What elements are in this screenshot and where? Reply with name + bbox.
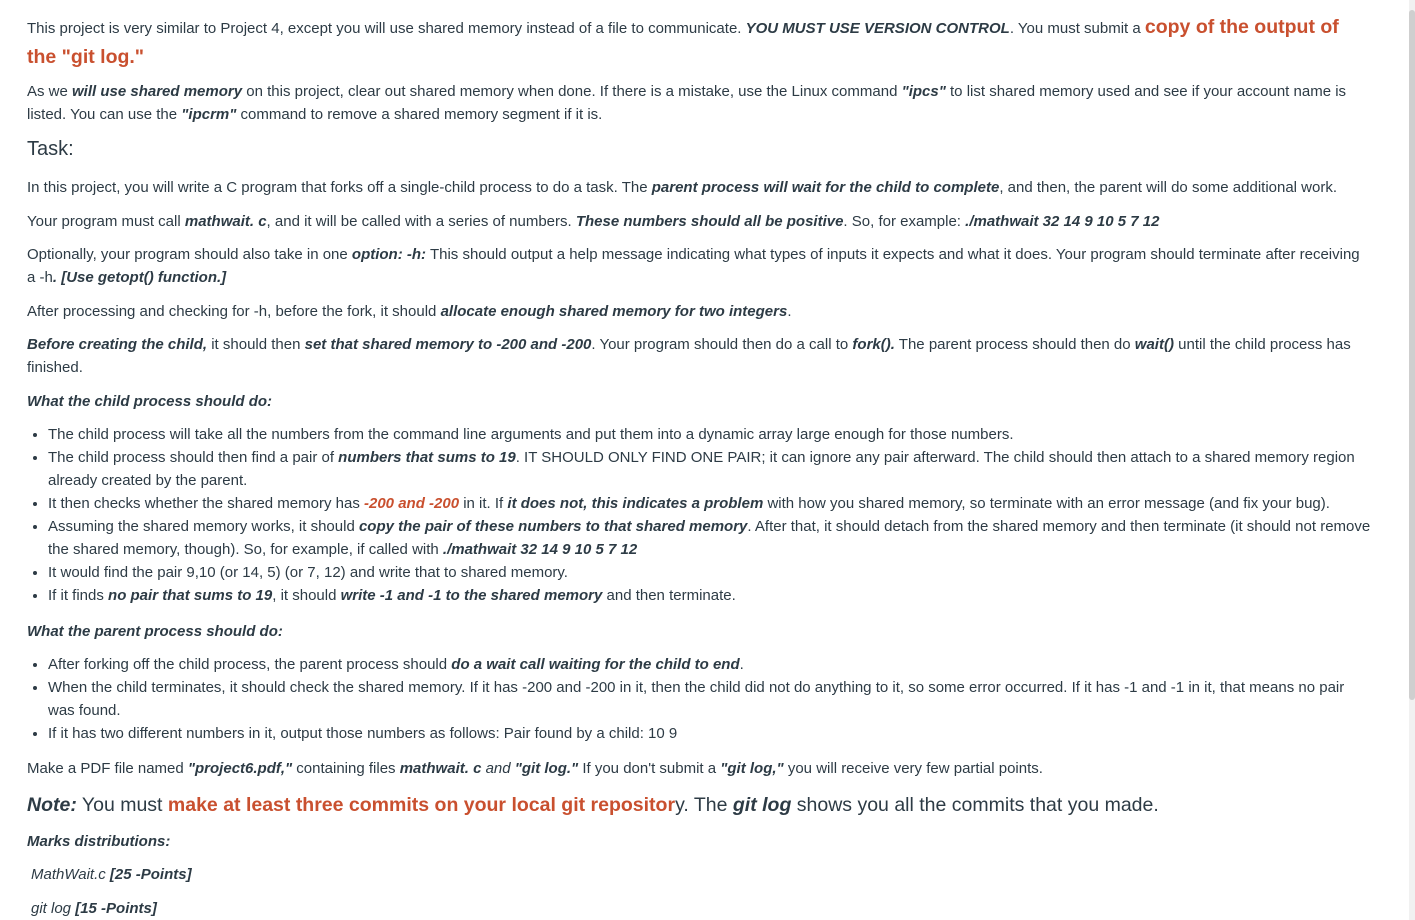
bc-text-4: until the child process has finished. [27,336,1351,376]
marks-item-gitlog [31,897,157,920]
sub-text-2: containing files [292,760,400,777]
marks-name: MathWait.c [31,866,106,883]
child-item-6e: and then terminate. [602,587,736,604]
note-paragraph [27,792,1372,818]
list-item [48,561,1372,584]
child-item-2c: . IT SHOULD ONLY FIND ONE PAIR; it can ignore any pair afterward. The child should then attach to a shared memory region already created by the parent. [48,449,1355,489]
child-item-3a: It then checks whether the shared memory has [48,495,364,512]
git-log-file: "git log." [514,760,579,777]
marks-item-mathwait [31,863,192,886]
call-text-3: . So, for example: [843,213,966,230]
task-text-2: , and then, the parent will do some additional work. [999,179,1338,196]
minus-200-highlight: -200 and -200 [364,495,460,512]
allocate-text-1: After processing and checking for -h, before the fork, it should [27,303,441,320]
task-text-1: In this project, you will write a C program that forks off a single-child process to do a task. The [27,179,652,196]
allocate-text-2: . [787,303,792,320]
list-item [48,653,1372,676]
sm-text-3: to list shared memory used and see if your account name is listed. You can use the [27,83,1347,123]
no-pair-emphasis: no pair that sums to 19 [108,587,273,604]
note-label: Note: [27,794,77,816]
before-child-paragraph [27,333,1372,379]
child-item-5: It would find the pair 9,10 (or 14, 5) (or 7, 12) and write that to shared memory. [48,564,568,581]
list-item [48,722,1372,745]
parent-heading: What the parent process should do: [27,623,283,640]
child-heading: What the child process should do: [27,393,273,410]
list-item [48,446,1372,492]
sub-text-3: If you don't submit a [578,760,721,777]
intro-text-2: . You must submit a [1009,20,1145,37]
child-task-list [27,423,1372,607]
marks-heading: Marks distributions: [27,833,171,850]
getopt-emphasis: . [Use getopt() function.] [52,269,227,286]
sm-emphasis: will use shared memory [72,83,243,100]
child-item-1: The child process will take all the numbers from the command line arguments and put them into a dynamic array large enough for those numbers. [48,426,1014,443]
set-memory-emphasis: set that shared memory to -200 and -200 [304,336,592,353]
marks-points: [15 -Points] [71,900,157,917]
mathwait-filename: mathwait. c [184,213,267,230]
wait-call: wait() [1134,336,1174,353]
example-command: ./mathwait 32 14 9 10 5 7 12 [965,213,1160,230]
list-item [48,492,1372,515]
vertical-scrollbar[interactable] [1409,0,1415,920]
note-text-3: shows you all the commits that you made. [791,794,1159,816]
allocate-paragraph [27,300,1372,323]
parent-item-2: When the child terminates, it should check the shared memory. If it has -200 and -200 in it, then the child did not do anything to it, so some error occurred. If it has -1 and -1 in it, that means no pair was found. [48,679,1345,719]
shared-memory-paragraph [27,80,1372,126]
ipcrm-command: "ipcrm" [181,106,237,123]
sm-text-1: As we [27,83,73,100]
positive-emphasis: These numbers should all be positive [575,213,844,230]
list-item [48,584,1372,607]
note-text-1: You must [76,794,168,816]
sums-19-emphasis: numbers that sums to 19 [338,449,516,466]
intro-text: This project is very similar to Project 4, except you will use shared memory instead of a file to communicate. [27,20,746,37]
note-text-2: y. The [675,794,733,816]
parent-item-1c: . [739,656,744,673]
mathwait-file: mathwait. c [399,760,482,777]
task-heading: Task: [27,138,74,160]
version-control-emphasis: YOU MUST USE VERSION CONTROL [745,20,1010,37]
intro-paragraph [27,13,1372,73]
allocate-emphasis: allocate enough shared memory for two integers [440,303,788,320]
problem-emphasis: it does not, this indicates a problem [507,495,764,512]
option-paragraph [27,243,1372,289]
call-text-2: , and it will be called with a series of numbers. [266,213,576,230]
git-log-label: git log [732,794,792,816]
fork-call: fork(). [852,336,895,353]
bc-text-1: it should then [207,336,305,353]
submission-paragraph [27,757,1372,780]
child-item-6c: , it should [272,587,341,604]
commits-highlight: make at least three commits on your local git repositor [167,794,676,816]
marks-name: git log [31,900,72,917]
wait-child-emphasis: do a wait call waiting for the child to end [451,656,740,673]
example-command-2: ./mathwait 32 14 9 10 5 7 12 [442,541,638,558]
sub-text-1: Make a PDF file named [27,760,188,777]
call-text-1: Your program must call [27,213,185,230]
list-item [48,676,1372,722]
sm-text-4: command to remove a shared memory segment if it is. [236,106,603,123]
write-minus-one-emphasis: write -1 and -1 to the shared memory [340,587,603,604]
parent-item-1a: After forking off the child process, the parent process should [48,656,452,673]
list-item [48,423,1372,446]
marks-points: [25 -Points] [105,866,192,883]
child-item-3e: with how you shared memory, so terminate with an error message (and fix your bug). [763,495,1330,512]
sm-text-2: on this project, clear out shared memory when done. If there is a mistake, use the Linux command [242,83,902,100]
ipcs-command: "ipcs" [901,83,946,100]
option-text-1: Optionally, your program should also take in one [27,246,352,263]
git-log-highlight: copy of the output of the "git log." [27,16,1339,68]
child-item-4a: Assuming the shared memory works, it should [48,518,359,535]
scrollbar-thumb[interactable] [1409,10,1415,700]
list-item [48,515,1372,561]
child-item-4c: . After that, it should detach from the shared memory and then terminate (it should not remove the shared memory, though). So, for example, if called with [48,518,1371,558]
parent-wait-emphasis: parent process will wait for the child to complete [651,179,1000,196]
bc-text-2: . Your program should then do a call to [591,336,853,353]
copy-pair-emphasis: copy the pair of these numbers to that shared memory [358,518,748,535]
program-call-paragraph [27,210,1372,233]
task-paragraph [27,176,1372,199]
option-h: option: -h: [351,246,427,263]
parent-item-3: If it has two different numbers in it, output those numbers as follows: Pair found by a child: 10 9 [48,725,678,742]
sub-text-4: you will receive very few partial points. [783,760,1043,777]
option-text-2: This should output a help message indicating what types of inputs it expects and what it does. Your program should terminate after receiving a -h [27,246,1360,286]
git-log-emphasis: "git log," [720,760,784,777]
child-item-3c: in it. If [459,495,508,512]
child-item-6a: If it finds [48,587,109,604]
sub-text-and: and [481,760,515,777]
bc-text-3: The parent process should then do [894,336,1135,353]
child-item-2a: The child process should then find a pair of [48,449,339,466]
parent-task-list [27,653,1372,745]
pdf-filename: "project6.pdf," [187,760,293,777]
before-child-emphasis: Before creating the child, [27,336,208,353]
